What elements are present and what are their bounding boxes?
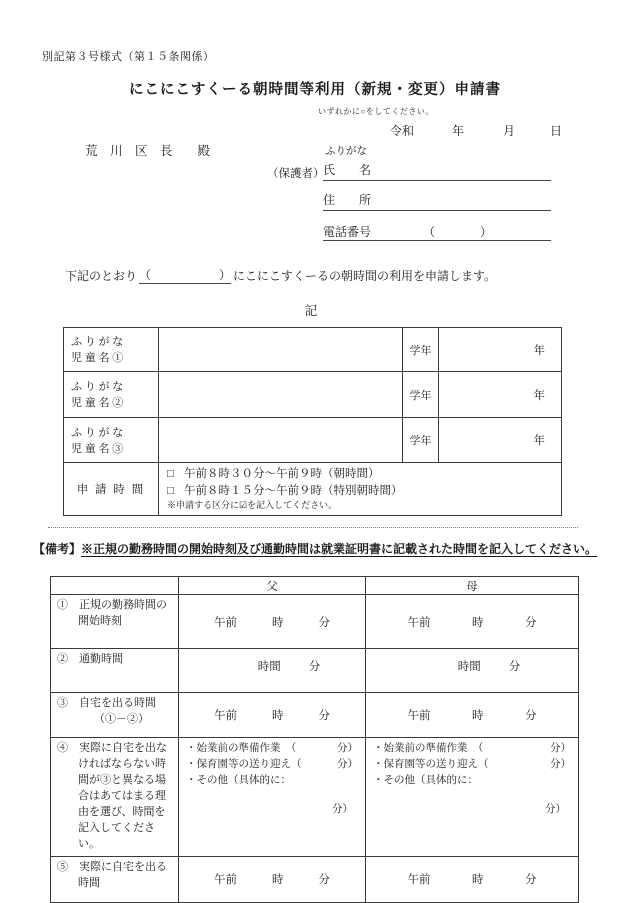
am-label: 午前 [407,874,431,887]
child2-furigana-label: ふ り が な [71,381,124,393]
table-row [51,649,579,693]
row3-sub-label: （①－②） [94,712,149,725]
intro-paren-open: （ [139,268,152,282]
child3-name-blank [159,418,403,463]
apply-time-option-1 [167,466,553,483]
row4-mother-cell [366,738,579,857]
minute-label: 分 [525,616,537,629]
am-label: 午前 [407,710,431,722]
hour-label: 時 [472,874,484,887]
am-label: 午前 [214,874,237,887]
minute-label: 分 [508,661,521,673]
apply-time-option-1-text: 午前８時３０分～午前９時（朝時間） [183,468,380,480]
apply-time-option-2 [167,483,553,500]
addressee: 荒 川 区 長 殿 [85,144,211,158]
dotted-divider [48,527,578,528]
apply-time-label: 申 請 時 間 [64,463,159,516]
row2-father-cell [179,649,366,693]
date-year-label: 年 [452,124,465,138]
intro-blank-field [139,266,231,284]
guardian-phone-line [323,221,551,240]
reason-item-2-text: ・保育園等の送り迎え（ [186,758,302,770]
hour-label: 時 [272,616,284,629]
reason-item-3: ・その他（具体的に： [186,774,291,786]
intro-paren-close: ） [219,268,232,282]
reason-item-1-text: ・始業前の準備作業 （ [373,743,484,754]
table-row [64,372,562,418]
table-row [51,738,579,857]
hour-unit-label: 時間 [257,661,281,673]
table-row [64,463,562,516]
row5-label: ⑤ 実際に自宅を出る時間 [51,856,179,902]
am-label: 午前 [214,616,237,629]
intro-sentence [65,266,496,284]
minute-label: 分 [525,874,537,887]
reason-item-2-min: 分） [550,758,571,770]
child3-furigana-label: ふ り が な [71,426,124,439]
row3-father-cell [179,693,366,738]
guardian-address-field [323,191,551,211]
am-label: 午前 [214,710,237,722]
child3-year-label: 年 [439,418,562,463]
date-day-label: 日 [550,124,563,138]
reason-item-1-min: 分） [550,743,571,754]
row3-label-cell [51,693,179,738]
reason-item-3: ・その他（具体的に： [373,774,478,786]
guardian-name-field [323,161,551,181]
remarks-label: 【備考】 [33,542,82,556]
phone-paren-open: （ [423,225,436,239]
table-row [51,856,579,902]
am-label: 午前 [407,616,431,629]
hour-label: 時 [472,710,484,722]
child2-label-cell [64,372,159,418]
table-row [64,328,562,372]
remarks-line [33,540,597,557]
reason-item-2-text: ・保育園等の送り迎え（ [373,758,489,770]
child1-name-blank [159,328,403,372]
minute-label: 分 [318,874,330,887]
minute-label: 分 [308,661,321,673]
reason-item-1-text: ・始業前の準備作業 （ [186,743,297,754]
guardian-furigana-label: ふりがな [325,146,367,157]
table-row [51,595,579,649]
reason-item-1-min: 分） [337,743,358,754]
child3-label-cell [64,418,159,463]
date-month-label: 月 [503,124,516,138]
child1-label-cell [64,328,159,372]
row2-label: ② 通勤時間 [51,649,179,693]
table-row [64,418,562,463]
child3-name-label: 児 童 名 ③ [71,442,124,455]
child2-year-label: 年 [439,372,562,418]
guardian-address-label: 住 所 [323,193,372,207]
schedule-header-blank [51,577,179,595]
guardian-name-label: 氏 名 [323,163,372,177]
mother-column-header: 母 [366,577,579,595]
date-era-label: 令和 [390,124,415,138]
phone-paren-close: ） [480,225,493,239]
reason-item-3-min: 分） [332,804,353,816]
reason-item-1 [373,741,571,757]
table-row [51,693,579,738]
checkbox-icon: □ [167,484,174,497]
child1-grade-label: 学年 [403,328,439,372]
page-title: にこにこすくーる朝時間等利用（新規・変更）申請書 [129,82,501,98]
row3-label: ③ 自宅を出る時間 [57,697,156,709]
schedule-table [50,576,579,903]
reason-item-3-min: 分） [545,804,566,816]
table-row [51,577,579,595]
reason-item-2 [373,757,571,773]
row1-father-cell [179,595,366,649]
checkbox-icon: □ [167,468,174,480]
guardian-phone-field [323,221,551,241]
circle-instruction-note: いずれかに○をしてください。 [318,107,434,116]
child2-grade-label: 学年 [403,372,439,418]
row5-father-cell [179,856,366,902]
child1-name-label: 児 童 名 ① [71,352,124,364]
row3-mother-cell [366,693,579,738]
row1-mother-cell [366,595,579,649]
row4-father-cell [179,738,366,857]
minute-label: 分 [318,616,330,629]
father-column-header: 父 [179,577,366,595]
apply-time-option-2-text: 午前８時１５分～午前９時（特別朝時間） [183,484,403,497]
child2-name-label: 児 童 名 ② [71,397,124,409]
intro-pre: 下記のとおり [65,269,138,283]
intro-post: にこにこすくーるの朝時間の利用を申請します。 [233,269,497,283]
minute-label: 分 [525,710,537,722]
hour-label: 時 [272,710,284,722]
child1-furigana-label: ふ り が な [71,336,124,348]
reason-item-2 [186,757,358,773]
hour-label: 時 [472,616,484,629]
child1-year-label: 年 [439,328,562,372]
reason-item-1 [186,741,358,757]
children-table [63,327,562,516]
row4-label: ④ 実際に自宅を出なければならない時間が③と異なる場合はあてはまる理由を選び、時間を記入してください。 [51,738,179,857]
row1-label: ① 正規の勤務時間の開始時刻 [51,595,179,649]
minute-label: 分 [318,710,330,722]
guardian-prefix-label: （保護者） [267,168,325,180]
hour-unit-label: 時間 [457,661,481,673]
remarks-text: ※正規の勤務時間の開始時刻及び通勤時間は就業証明書に記載された時間を記入してください。 [81,542,598,556]
row5-mother-cell [366,856,579,902]
form-code: 別記第３号様式（第１５条関係） [42,51,215,63]
apply-time-note: ※申請する区分に☑を記入してください。 [167,500,338,511]
guardian-phone-label: 電話番号 [323,225,372,239]
row2-mother-cell [366,649,579,693]
apply-time-options-cell [159,463,562,516]
child3-grade-label: 学年 [403,418,439,463]
hour-label: 時 [272,874,284,887]
ki-heading: 記 [304,304,320,318]
child2-name-blank [159,372,403,418]
reason-item-2-min: 分） [337,758,358,770]
